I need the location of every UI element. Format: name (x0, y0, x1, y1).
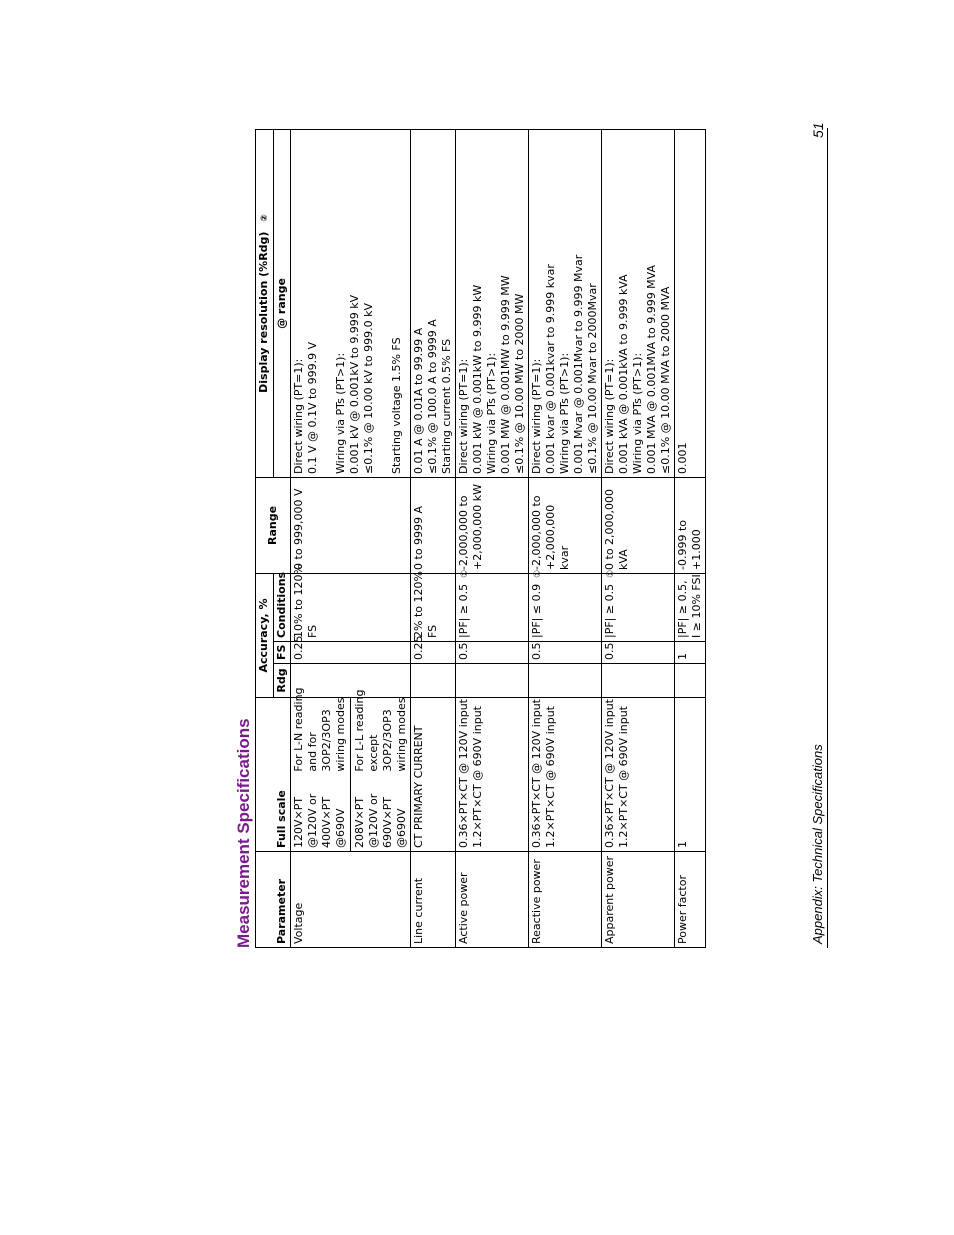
text-line: Starting current 0.5% FS (440, 338, 453, 474)
text-line: and for (306, 732, 319, 772)
text-line: For L-N reading (292, 687, 305, 772)
text-line: @690V (334, 808, 347, 848)
range-value: 0 to 999,000 V (292, 488, 305, 570)
fs-value: 0.25 (292, 635, 305, 660)
text-line: Wiring via PTs (PT>1): (485, 352, 498, 474)
note-2-marker: ② (260, 214, 270, 222)
footer-area (0, 122, 954, 1018)
text-line: I ≥ 10% FSI (690, 574, 703, 638)
text-line: Direct wiring (PT=1): (530, 358, 543, 474)
text-line: 1.2×PT×CT @ 690V input (544, 706, 557, 848)
range-value: -2,000,000 to +2,000,000 kW (457, 484, 484, 570)
parameter-label: Power factor (676, 875, 689, 944)
fs-value: 0.5 (457, 642, 470, 660)
text-line: 0.36×PT×CT @ 120V input (530, 699, 543, 848)
parameter-label: Active power (457, 872, 470, 944)
text-line: 0.01 A @ 0.01A to 99.99 A (412, 327, 425, 474)
text-line: FS (426, 624, 439, 638)
note-1-marker: ① (606, 569, 616, 578)
text-line: 0.001 MVA @ 0.001MVA to 9.999 MVA (645, 264, 658, 474)
text-line: 0.36×PT×CT @ 120V input (457, 699, 470, 848)
text-line: wiring modes (334, 697, 347, 772)
fs-value: 0.25 (412, 635, 425, 660)
text-line: 400V×PT (320, 796, 333, 848)
fs-value: 0.5 (603, 642, 616, 660)
text-line: 3OP2/3OP3 (320, 709, 333, 772)
text-line: FS (306, 624, 319, 638)
text-line: 0.001 (676, 442, 689, 474)
text-line: 1.2×PT×CT @ 690V input (471, 706, 484, 848)
text-line: Wiring via PTs (PT>1): (631, 352, 644, 474)
text-line: 0.001 kV @ 0.001kV to 9.999 kV (348, 294, 361, 474)
text-line: Direct wiring (PT=1): (292, 358, 305, 474)
header-full-scale: Full scale (256, 698, 291, 852)
text-line: 0.1 V @ 0.1V to 999.9 V (306, 341, 319, 474)
text-line: except (367, 734, 380, 772)
text-line: Wiring via PTs (PT>1): (558, 352, 571, 474)
text-line: For L-L reading (353, 689, 366, 772)
header-fs: FS (274, 642, 291, 664)
text-line: |PF| ≥ 0.5, (676, 580, 689, 638)
header-accuracy: Accuracy, % (256, 573, 274, 697)
text-line: 0.001 Mvar @ 0.001Mvar to 9.999 Mvar (572, 254, 585, 474)
page-title: Measurement Specifications (234, 718, 253, 948)
text-line: 0.36×PT×CT @ 120V input (603, 699, 616, 848)
fs-value: 1 (676, 653, 689, 660)
text-line: 690V×PT (381, 796, 394, 848)
text-line: ≤0.1% @ 100.0 A to 9999 A (426, 319, 439, 474)
range-value: -0.999 to +1.000 (676, 519, 703, 570)
text-line: |PF| ≥ 0.5① (603, 569, 616, 638)
text-line: 3OP2/3OP3 (381, 709, 394, 772)
text-line: Direct wiring (PT=1): (603, 358, 616, 474)
note-1-marker: ① (533, 569, 543, 578)
text-line: Starting voltage 1.5% FS (390, 337, 403, 474)
text-line: @120V or (367, 793, 380, 848)
header-parameter: Parameter (256, 852, 291, 948)
text-line: 0.001 kVA @ 0.001kVA to 9.999 kVA (617, 274, 630, 474)
text-line: 0.001 kW @ 0.001kW to 9.999 kW (471, 284, 484, 474)
text-line: 10% to 120% (292, 564, 305, 638)
text-line: ≤0.1% @ 10.00 kV to 999.0 kV (362, 303, 375, 474)
parameter-label: Reactive power (530, 859, 543, 944)
page-number: 51 (810, 122, 826, 138)
range-value: -2,000,000 to +2,000,000 kvar (530, 495, 571, 570)
note-1-marker: ① (460, 569, 470, 578)
parameter-label: Voltage (292, 902, 305, 944)
text-line: ≤0.1% @ 10.00 MW to 2000 MW (513, 293, 526, 474)
header-display-resolution: Display resolution (%Rdg) ② (256, 129, 274, 477)
footer-section-label: Appendix: Technical Specifications (810, 744, 825, 944)
text-line: @120V or (306, 793, 319, 848)
text-line: 120V×PT (292, 796, 305, 848)
text-line: 2% to 120% (412, 571, 425, 638)
header-rdg: Rdg (274, 664, 291, 698)
text-line: wiring modes (395, 697, 408, 772)
text-line: ≤0.1% @ 10.00 MVA to 2000 MVA (659, 286, 672, 474)
text-line: 1 (676, 841, 689, 848)
parameter-label: Apparent power (603, 855, 616, 944)
fs-value: 0.5 (530, 642, 543, 660)
text-line: Direct wiring (PT=1): (457, 358, 470, 474)
text-line: 0.001 MW @ 0.001MW to 9.999 MW (499, 275, 512, 474)
parameter-label: Line current (412, 877, 425, 944)
header-conditions: Conditions (274, 573, 291, 641)
header-range: Range (256, 477, 291, 573)
range-value: 0 to 9999 A (412, 505, 425, 570)
text-line: |PF| ≥ 0.5① (457, 569, 470, 638)
text-line: Wiring via PTs (PT>1): (334, 352, 347, 474)
text-line: ≤0.1% @ 10.00 Mvar to 2000Mvar (586, 283, 599, 474)
text-line: |PF| ≤ 0.9① (530, 569, 543, 638)
range-value: 0 to 2,000,000 kVA (603, 488, 630, 570)
text-line: 208V×PT (353, 796, 366, 848)
text-line: 0.001 kvar @ 0.001kvar to 9.999 kvar (544, 264, 557, 474)
text-line: CT PRIMARY CURRENT (412, 725, 425, 848)
text-line: 1.2×PT×CT @ 690V input (617, 706, 630, 848)
text-line: @690V (395, 808, 408, 848)
footer-rule (827, 128, 828, 948)
header-at-range: @ range (274, 129, 291, 477)
